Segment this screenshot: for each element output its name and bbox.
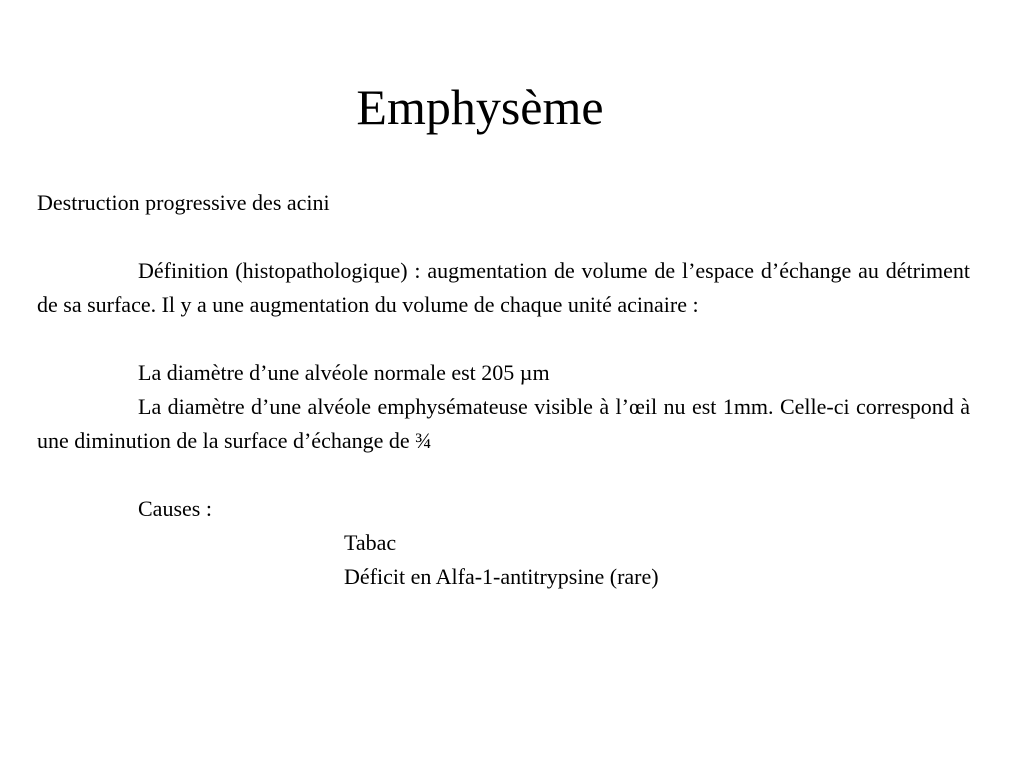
spacer bbox=[37, 220, 970, 254]
spacer bbox=[37, 322, 970, 356]
intro-text: Destruction progressive des acini bbox=[37, 190, 330, 215]
spacer bbox=[37, 458, 970, 492]
cause-item-tabac: Tabac bbox=[344, 530, 397, 555]
definition-paragraph: Définition (histopathologique) : augmentation de volume de l’espace d’échange au détriment de sa surface. Il y a une augmentation du volume de chaque unité acinaire : bbox=[37, 258, 970, 317]
slide-title: Emphysème bbox=[356, 79, 604, 135]
emphysema-alveole-paragraph: La diamètre d’une alvéole emphysémateuse visible à l’œil nu est 1mm. Celle-ci correspond à une diminution de la surface d’échange de ¾ bbox=[37, 394, 970, 453]
causes-label: Causes : bbox=[138, 496, 212, 521]
cause-item-alfa1: Déficit en Alfa-1-antitrypsine (rare) bbox=[344, 564, 659, 589]
normal-alveole-text: La diamètre d’une alvéole normale est 205 µm bbox=[138, 360, 550, 385]
slide-body bbox=[37, 186, 970, 594]
